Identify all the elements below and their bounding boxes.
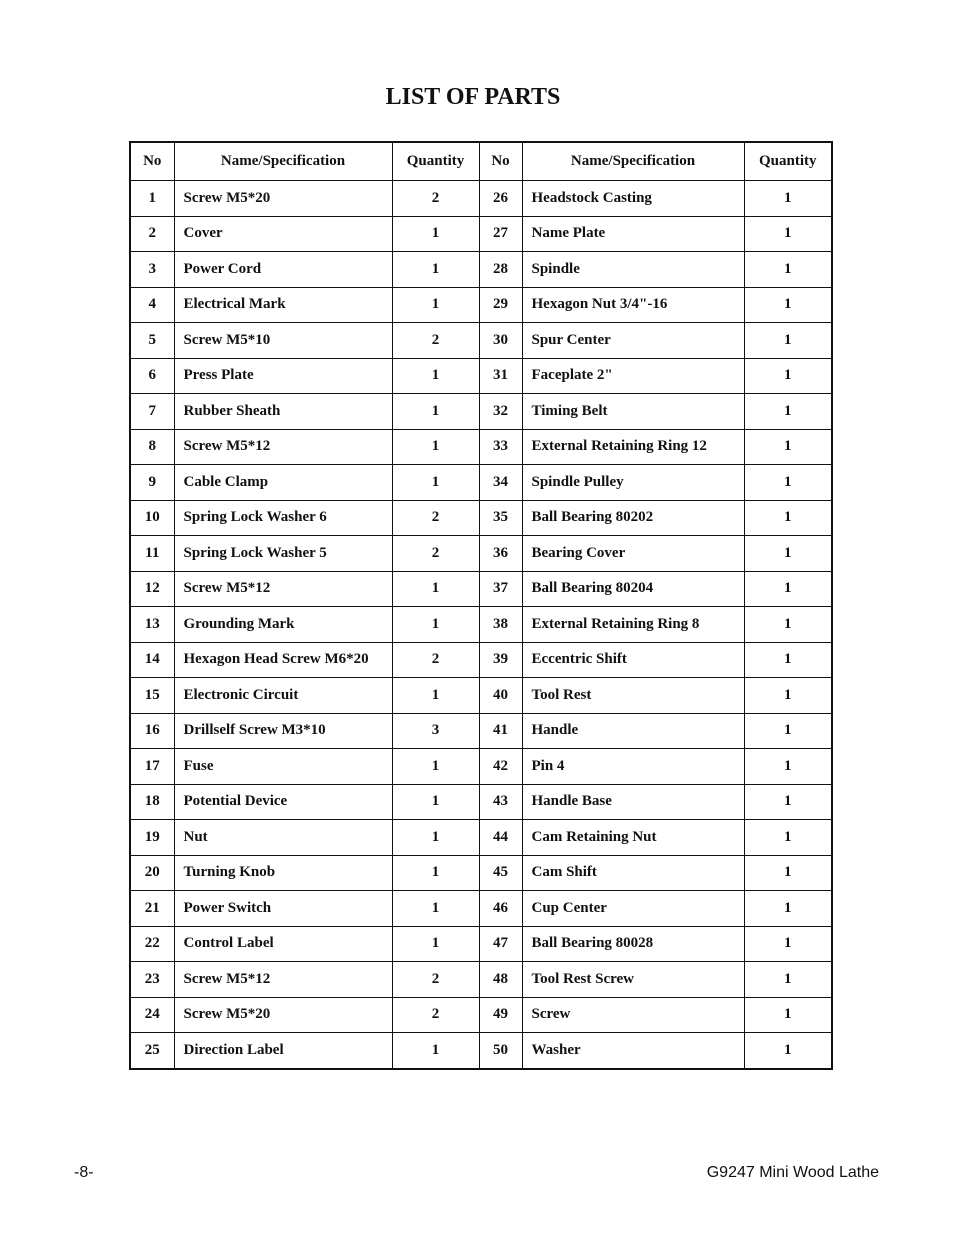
part-number-right: 33 xyxy=(479,429,522,465)
part-quantity-left: 1 xyxy=(392,678,479,714)
part-quantity-right: 1 xyxy=(744,394,832,430)
part-name-left: Potential Device xyxy=(174,784,392,820)
table-row xyxy=(130,607,832,643)
part-number-right: 40 xyxy=(479,678,522,714)
part-number-left: 25 xyxy=(130,1033,174,1069)
part-quantity-left: 1 xyxy=(392,749,479,785)
part-name-left: Electrical Mark xyxy=(174,287,392,323)
part-number-left: 2 xyxy=(130,216,174,252)
part-quantity-right: 1 xyxy=(744,216,832,252)
part-quantity-right: 1 xyxy=(744,500,832,536)
part-quantity-right: 1 xyxy=(744,678,832,714)
part-name-right: Headstock Casting xyxy=(522,181,744,217)
part-name-left: Nut xyxy=(174,820,392,856)
part-name-right: Tool Rest Screw xyxy=(522,962,744,998)
part-quantity-left: 1 xyxy=(392,607,479,643)
part-quantity-right: 1 xyxy=(744,358,832,394)
part-quantity-left: 2 xyxy=(392,181,479,217)
part-name-left: Turning Knob xyxy=(174,855,392,891)
part-name-right: Spur Center xyxy=(522,323,744,359)
part-number-right: 49 xyxy=(479,997,522,1033)
part-quantity-right: 1 xyxy=(744,926,832,962)
part-name-right: Handle Base xyxy=(522,784,744,820)
part-name-left: Cover xyxy=(174,216,392,252)
part-name-left: Screw M5*10 xyxy=(174,323,392,359)
part-name-left: Cable Clamp xyxy=(174,465,392,501)
part-quantity-right: 1 xyxy=(744,749,832,785)
table-row xyxy=(130,323,832,359)
part-name-right: Hexagon Nut 3/4"-16 xyxy=(522,287,744,323)
part-quantity-left: 2 xyxy=(392,323,479,359)
part-number-right: 26 xyxy=(479,181,522,217)
part-name-left: Fuse xyxy=(174,749,392,785)
part-number-left: 7 xyxy=(130,394,174,430)
page-title: LIST OF PARTS xyxy=(385,84,561,110)
table-row xyxy=(130,181,832,217)
part-number-right: 39 xyxy=(479,642,522,678)
part-name-left: Screw M5*12 xyxy=(174,429,392,465)
part-number-left: 3 xyxy=(130,252,174,288)
part-quantity-left: 1 xyxy=(392,926,479,962)
part-name-right: Spindle xyxy=(522,252,744,288)
part-quantity-left: 1 xyxy=(392,465,479,501)
part-name-right: External Retaining Ring 8 xyxy=(522,607,744,643)
part-number-left: 4 xyxy=(130,287,174,323)
table-row xyxy=(130,216,832,252)
part-number-right: 50 xyxy=(479,1033,522,1069)
table-row xyxy=(130,287,832,323)
part-name-right: Faceplate 2" xyxy=(522,358,744,394)
part-quantity-left: 1 xyxy=(392,1033,479,1069)
part-name-left: Power Cord xyxy=(174,252,392,288)
part-number-right: 31 xyxy=(479,358,522,394)
part-quantity-right: 1 xyxy=(744,1033,832,1069)
part-name-left: Grounding Mark xyxy=(174,607,392,643)
part-number-left: 22 xyxy=(130,926,174,962)
part-name-right: Tool Rest xyxy=(522,678,744,714)
part-name-left: Spring Lock Washer 5 xyxy=(174,536,392,572)
table-row xyxy=(130,252,832,288)
part-name-right: Ball Bearing 80028 xyxy=(522,926,744,962)
part-quantity-right: 1 xyxy=(744,997,832,1033)
part-name-right: Washer xyxy=(522,1033,744,1069)
part-quantity-left: 2 xyxy=(392,536,479,572)
part-number-left: 17 xyxy=(130,749,174,785)
parts-table xyxy=(129,141,833,1070)
part-number-right: 29 xyxy=(479,287,522,323)
header-quantity-left: Quantity xyxy=(392,142,479,181)
part-name-right: Name Plate xyxy=(522,216,744,252)
header-name-left: Name/Specification xyxy=(174,142,392,181)
part-number-right: 45 xyxy=(479,855,522,891)
part-quantity-right: 1 xyxy=(744,252,832,288)
table-row xyxy=(130,855,832,891)
part-quantity-right: 1 xyxy=(744,429,832,465)
table-row xyxy=(130,962,832,998)
part-name-right: Cup Center xyxy=(522,891,744,927)
part-number-right: 48 xyxy=(479,962,522,998)
part-number-left: 13 xyxy=(130,607,174,643)
part-name-left: Power Switch xyxy=(174,891,392,927)
part-name-right: Bearing Cover xyxy=(522,536,744,572)
product-name: G9247 Mini Wood Lathe xyxy=(706,1164,879,1181)
part-quantity-left: 1 xyxy=(392,820,479,856)
table-row xyxy=(130,642,832,678)
part-quantity-left: 1 xyxy=(392,358,479,394)
parts-table-body xyxy=(130,181,832,1069)
table-row xyxy=(130,749,832,785)
part-number-right: 41 xyxy=(479,713,522,749)
part-quantity-left: 1 xyxy=(392,252,479,288)
part-name-right: Cam Shift xyxy=(522,855,744,891)
part-number-right: 27 xyxy=(479,216,522,252)
part-name-left: Rubber Sheath xyxy=(174,394,392,430)
part-quantity-right: 1 xyxy=(744,287,832,323)
part-number-right: 36 xyxy=(479,536,522,572)
part-number-right: 46 xyxy=(479,891,522,927)
part-quantity-right: 1 xyxy=(744,536,832,572)
part-number-right: 43 xyxy=(479,784,522,820)
part-name-right: Spindle Pulley xyxy=(522,465,744,501)
part-quantity-left: 1 xyxy=(392,855,479,891)
header-name-right: Name/Specification xyxy=(522,142,744,181)
part-quantity-left: 1 xyxy=(392,571,479,607)
part-quantity-right: 1 xyxy=(744,891,832,927)
header-no-left: No xyxy=(130,142,174,181)
part-quantity-right: 1 xyxy=(744,784,832,820)
part-name-left: Spring Lock Washer 6 xyxy=(174,500,392,536)
part-quantity-right: 1 xyxy=(744,820,832,856)
table-row xyxy=(130,500,832,536)
part-quantity-left: 2 xyxy=(392,962,479,998)
part-number-left: 10 xyxy=(130,500,174,536)
part-name-left: Press Plate xyxy=(174,358,392,394)
part-quantity-left: 1 xyxy=(392,216,479,252)
part-number-left: 6 xyxy=(130,358,174,394)
part-name-left: Screw M5*20 xyxy=(174,181,392,217)
part-quantity-right: 1 xyxy=(744,855,832,891)
table-row xyxy=(130,891,832,927)
part-quantity-left: 1 xyxy=(392,891,479,927)
part-quantity-left: 2 xyxy=(392,500,479,536)
table-row xyxy=(130,358,832,394)
table-row xyxy=(130,997,832,1033)
header-quantity-right: Quantity xyxy=(744,142,832,181)
part-number-left: 9 xyxy=(130,465,174,501)
part-name-left: Control Label xyxy=(174,926,392,962)
table-row xyxy=(130,536,832,572)
part-quantity-right: 1 xyxy=(744,571,832,607)
part-name-left: Electronic Circuit xyxy=(174,678,392,714)
part-quantity-right: 1 xyxy=(744,465,832,501)
part-number-right: 28 xyxy=(479,252,522,288)
part-name-left: Hexagon Head Screw M6*20 xyxy=(174,642,392,678)
part-quantity-left: 3 xyxy=(392,713,479,749)
part-number-left: 24 xyxy=(130,997,174,1033)
part-number-right: 38 xyxy=(479,607,522,643)
part-name-right: Pin 4 xyxy=(522,749,744,785)
part-name-left: Screw M5*20 xyxy=(174,997,392,1033)
part-quantity-left: 2 xyxy=(392,642,479,678)
part-name-right: Cam Retaining Nut xyxy=(522,820,744,856)
part-number-left: 15 xyxy=(130,678,174,714)
part-number-left: 12 xyxy=(130,571,174,607)
table-header-row xyxy=(130,142,832,181)
table-row xyxy=(130,1033,832,1069)
part-quantity-right: 1 xyxy=(744,962,832,998)
part-number-left: 14 xyxy=(130,642,174,678)
part-quantity-left: 1 xyxy=(392,287,479,323)
part-number-right: 42 xyxy=(479,749,522,785)
part-number-right: 34 xyxy=(479,465,522,501)
part-quantity-right: 1 xyxy=(744,713,832,749)
table-row xyxy=(130,429,832,465)
part-number-left: 18 xyxy=(130,784,174,820)
table-row xyxy=(130,465,832,501)
part-number-left: 16 xyxy=(130,713,174,749)
part-number-right: 37 xyxy=(479,571,522,607)
part-number-left: 23 xyxy=(130,962,174,998)
part-number-left: 21 xyxy=(130,891,174,927)
part-quantity-left: 1 xyxy=(392,429,479,465)
part-name-left: Drillself Screw M3*10 xyxy=(174,713,392,749)
table-row xyxy=(130,394,832,430)
part-name-right: Ball Bearing 80202 xyxy=(522,500,744,536)
table-row xyxy=(130,784,832,820)
table-row xyxy=(130,713,832,749)
part-number-right: 32 xyxy=(479,394,522,430)
part-quantity-left: 2 xyxy=(392,997,479,1033)
table-row xyxy=(130,926,832,962)
part-name-right: External Retaining Ring 12 xyxy=(522,429,744,465)
page-number: -8- xyxy=(74,1164,94,1181)
table-row xyxy=(130,571,832,607)
part-name-right: Screw xyxy=(522,997,744,1033)
part-number-right: 47 xyxy=(479,926,522,962)
part-quantity-right: 1 xyxy=(744,642,832,678)
part-quantity-left: 1 xyxy=(392,394,479,430)
part-number-right: 30 xyxy=(479,323,522,359)
table-row xyxy=(130,678,832,714)
part-quantity-right: 1 xyxy=(744,323,832,359)
part-name-right: Eccentric Shift xyxy=(522,642,744,678)
table-row xyxy=(130,820,832,856)
header-no-right: No xyxy=(479,142,522,181)
part-number-left: 8 xyxy=(130,429,174,465)
part-name-left: Screw M5*12 xyxy=(174,571,392,607)
part-quantity-right: 1 xyxy=(744,181,832,217)
part-name-right: Timing Belt xyxy=(522,394,744,430)
part-name-right: Ball Bearing 80204 xyxy=(522,571,744,607)
part-name-left: Direction Label xyxy=(174,1033,392,1069)
part-number-right: 35 xyxy=(479,500,522,536)
part-number-left: 20 xyxy=(130,855,174,891)
part-number-right: 44 xyxy=(479,820,522,856)
part-number-left: 11 xyxy=(130,536,174,572)
part-number-left: 1 xyxy=(130,181,174,217)
part-quantity-right: 1 xyxy=(744,607,832,643)
part-name-right: Handle xyxy=(522,713,744,749)
part-quantity-left: 1 xyxy=(392,784,479,820)
part-number-left: 19 xyxy=(130,820,174,856)
part-name-left: Screw M5*12 xyxy=(174,962,392,998)
part-number-left: 5 xyxy=(130,323,174,359)
